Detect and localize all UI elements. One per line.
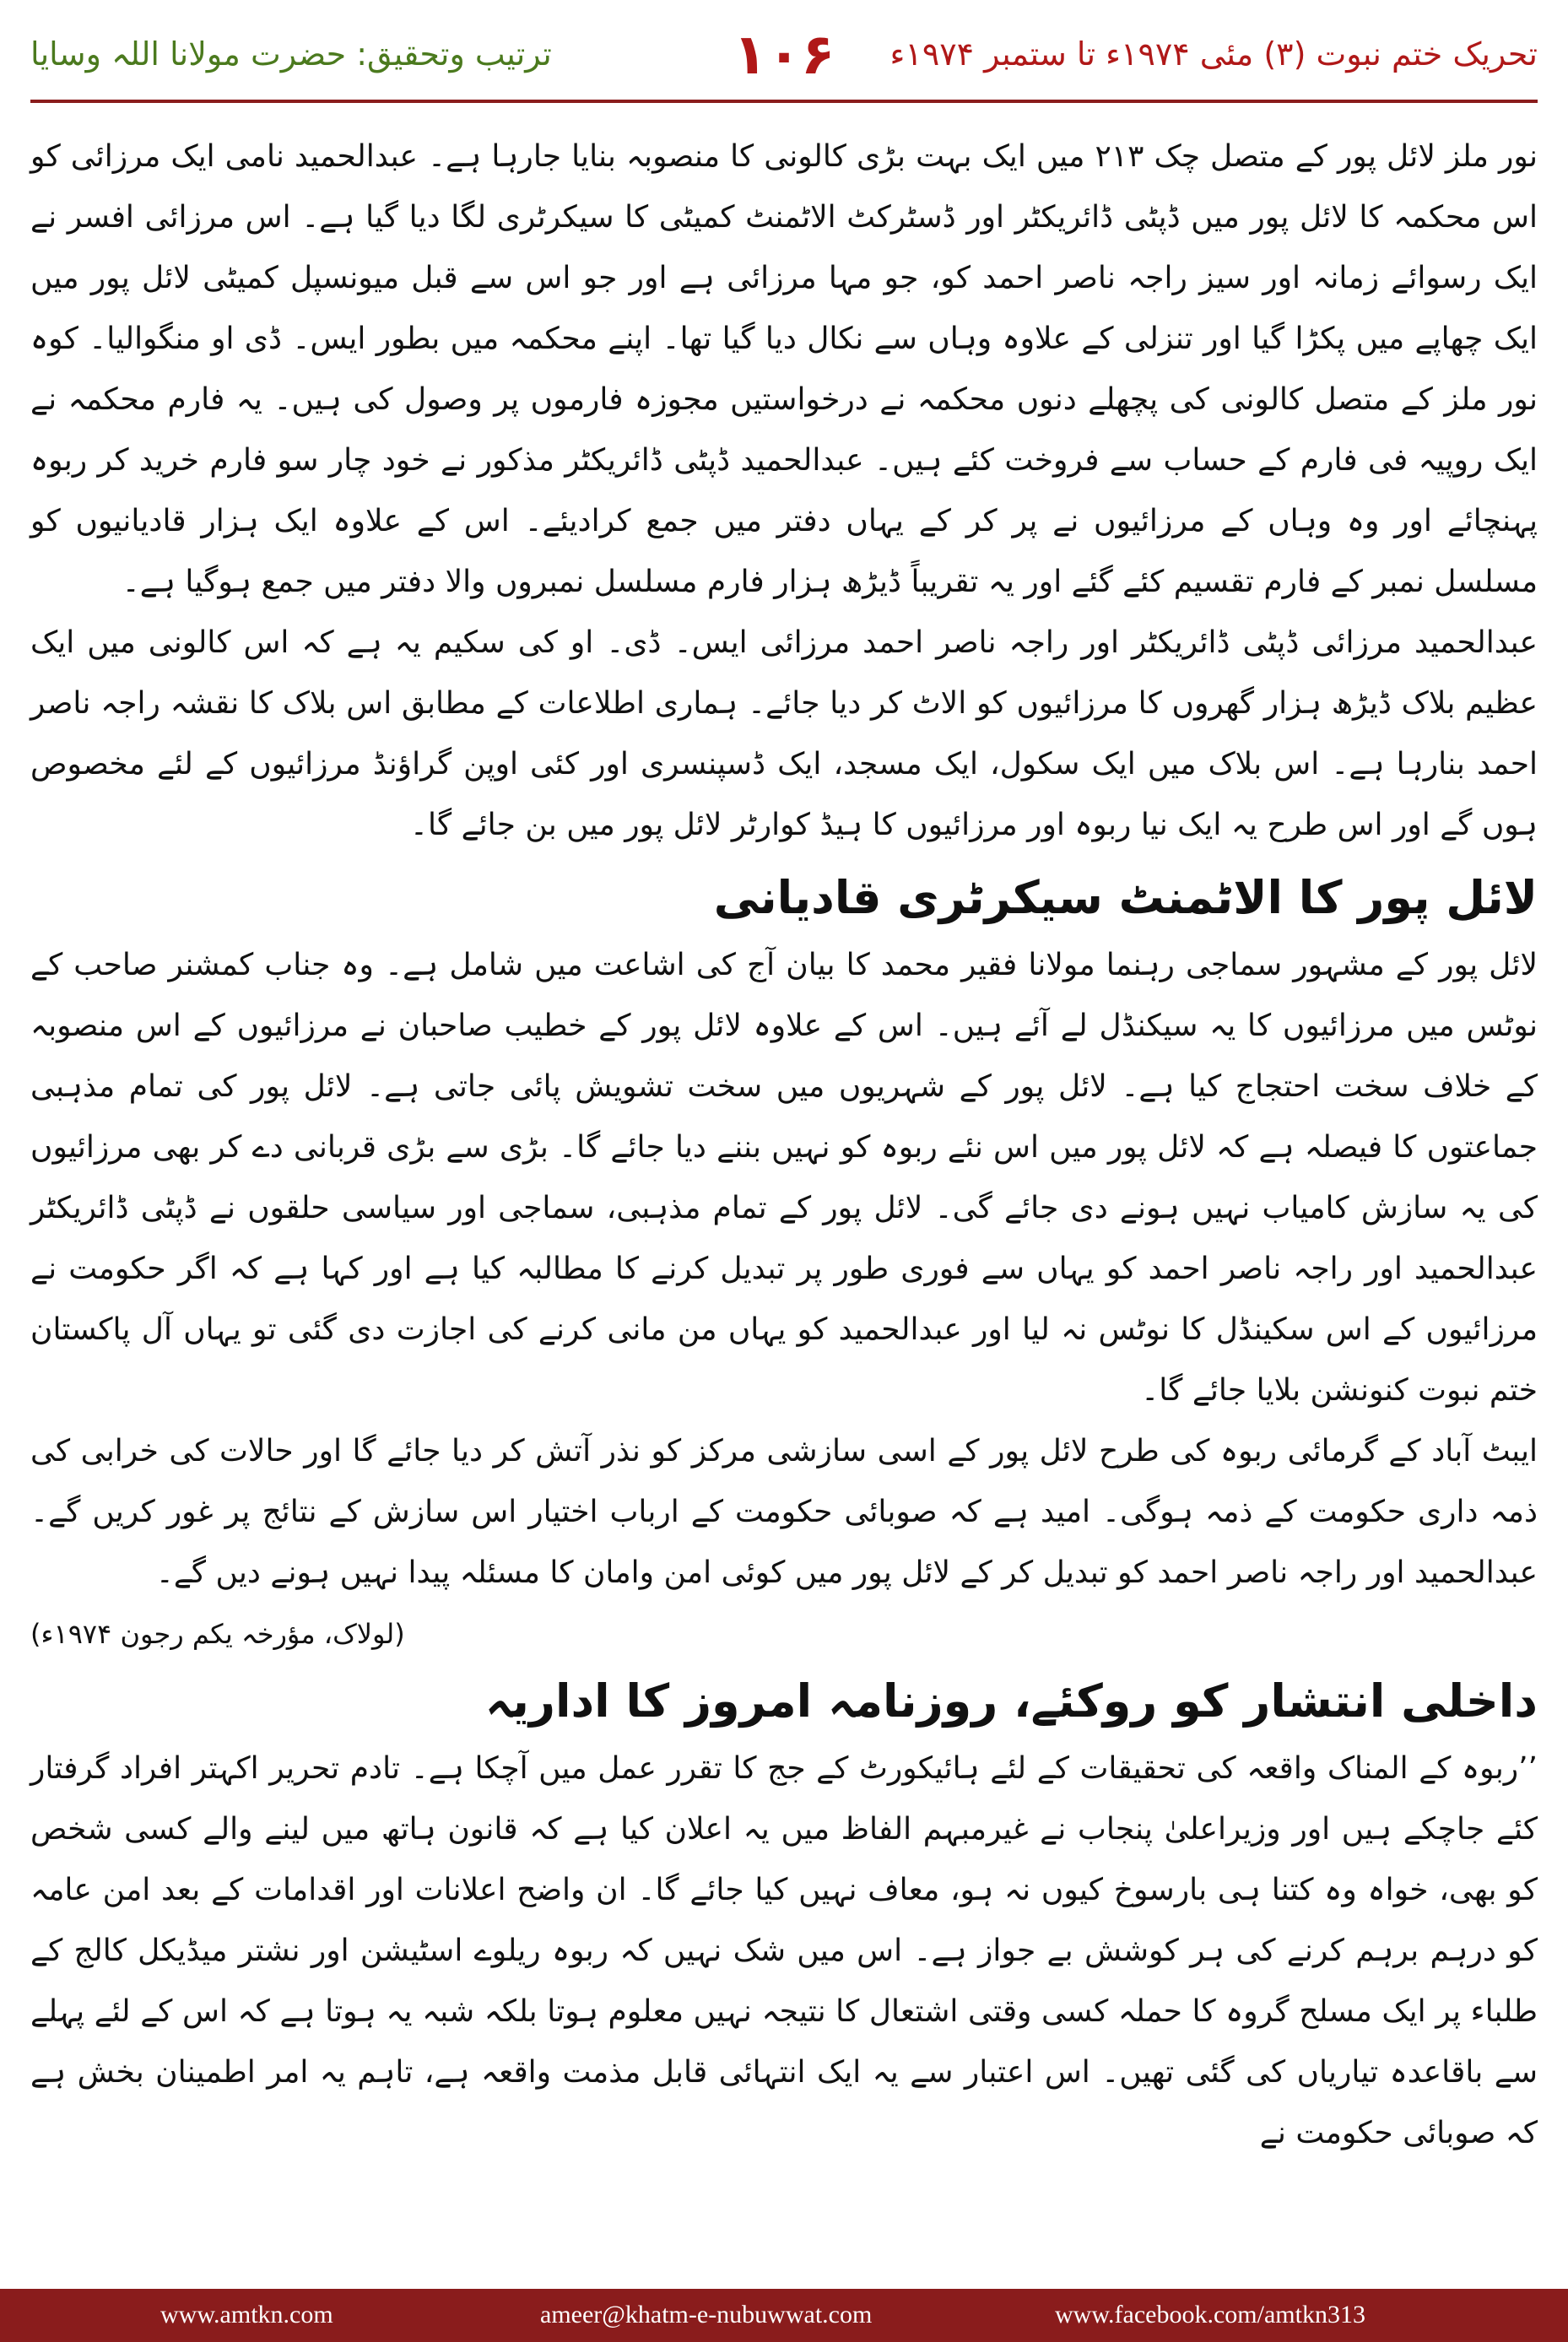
section-heading-allotment-secretary: لائل پور کا الاٹمنٹ سیکرٹری قادیانی [713,871,1538,924]
paragraph-5: ’’ربوہ کے المناک واقعہ کی تحقیقات کے لئے ہائیکورٹ کے جج کا تقرر عمل میں آچکا ہے۔ تادم تحریر اکہتر افراد گرفتار کئے جاچکے ہیں اور وزیراعلیٰ پنجاب نے غیرمبہم الفاظ میں یہ اعلان کیا ہے کہ قانون ہاتھ میں لینے والے کسی شخص کو بھی، خواہ وہ کتنا ہی بارسوخ کیوں نہ ہو، معاف نہیں کیا جائے گا۔ ان واضح اعلانات اور اقدامات کے بعد امن عامہ کو درہم برہم کرنے کی ہر کوشش بے جواز ہے۔ اس میں شک نہیں کہ ربوہ ریلوے اسٹیشن اور نشتر میڈیکل کالج کے طلباء پر ایک مسلح گروہ کا حملہ کسی وقتی اشتعال کا نتیجہ نہیں معلوم ہوتا بلکہ شبہ یہ ہوتا ہے کہ اس کے لئے پہلے سے باقاعدہ تیاریاں کی گئی تھیں۔ اس اعتبار سے یہ ایک انتہائی قابل مذمت واقعہ ہے، تاہم یہ امر اطمینان بخش ہے کہ صوبائی حکومت نے [30,1751,1538,2150]
paragraph-1: نور ملز لائل پور کے متصل چک ۲۱۳ میں ایک بہت بڑی کالونی کا منصوبہ بنایا جارہا ہے۔ عبدالحمید نامی ایک مرزائی کو اس محکمہ کا لائل پور میں ڈپٹی ڈائریکٹر اور ڈسٹرکٹ الاٹمنٹ کمیٹی کا سیکرٹری لگا دیا گیا ہے۔ اس مرزائی افسر نے ایک رسوائے زمانہ اور سیز راجہ ناصر احمد کو، جو مہا مرزائی ہے اور جو اس سے قبل میونسپل کمیٹی لائل پور میں ایک چھاپے میں پکڑا گیا اور تنزلی کے علاوہ وہاں سے نکال دیا گیا تھا۔ اپنے محکمہ میں بطور ایس۔ ڈی او منگوالیا۔ کوہ نور ملز کے متصل کالونی کی پچھلے دنوں محکمہ نے درخواستیں مجوزہ فارموں پر وصول کی ہیں۔ یہ فارم محکمہ نے ایک روپیہ فی فارم کے حساب سے فروخت کئے ہیں۔ عبدالحمید ڈپٹی ڈائریکٹر مذکور نے خود چار سو فارم خرید کر ربوہ پہنچائے اور وہ وہاں کے مرزائیوں نے پر کر کے یہاں دفتر میں جمع کرادیئے۔ اس کے علاوہ ایک ہزار قادیانیوں کو مسلسل نمبر کے فارم تقسیم کئے گئے اور یہ تقریباً ڈیڑھ ہزار فارم مسلسل نمبروں والا دفتر میں جمع ہوگیا ہے۔ [30,139,1538,599]
header-compiler: ترتیب وتحقیق: حضرت مولانا اللہ وسایا [30,35,552,73]
source-citation: (لولاک، مؤرخہ یکم رجون ۱۹۷۴ء) [30,1618,405,1650]
header-divider [30,100,1538,103]
footer-website-link[interactable]: www.amtkn.com [160,2301,333,2328]
page-header [0,0,1568,118]
footer-email-link[interactable]: ameer@khatm-e-nubuwwat.com [540,2301,873,2328]
paragraph-4-text: ایبٹ آباد کے گرمائی ربوہ کی طرح لائل پور کے اسی سازشی مرکز کو نذر آتش کر دیا جائے گا اور حالات کی خرابی کی ذمہ داری حکومت کے ذمہ ہوگی۔ امید ہے کہ صوبائی حکومت کے ارباب اختیار اس سازش کے نتائج پر غور کریں گے۔ عبدالحمید اور راجہ ناصر احمد کو تبدیل کر کے لائل پور میں کوئی امن وامان کا مسئلہ پیدا نہیں ہونے دیں گے۔ [30,1434,1538,1590]
header-book-title: تحریک ختم نبوت (۳) مئی ۱۹۷۴ء تا ستمبر ۱۹۷۴ء [889,35,1538,73]
paragraph-2: عبدالحمید مرزائی ڈپٹی ڈائریکٹر اور راجہ ناصر احمد مرزائی ایس۔ ڈی۔ او کی سکیم یہ ہے کہ اس کالونی میں ایک عظیم بلاک ڈیڑھ ہزار گھروں کا مرزائیوں کو الاٹ کر دیا جائے۔ ہماری اطلاعات کے مطابق اس بلاک کا نقشہ راجہ ناصر احمد بنارہا ہے۔ اس بلاک میں ایک سکول، ایک مسجد، ایک ڈسپنسری اور کئی اوپن گراؤنڈ مرزائیوں کے لئے مخصوص ہوں گے اور اس طرح یہ ایک نیا ربوہ اور مرزائیوں کا ہیڈ کوارٹر لائل پور میں بن جائے گا۔ [30,625,1538,842]
section-heading-editorial: داخلی انتشار کو روکئے، روزنامہ امروز کا اداریہ [484,1674,1538,1728]
page-number: ۱۰۶ [733,22,835,87]
paragraph-4 [30,1421,1538,1650]
page-footer [0,2289,1568,2342]
footer-facebook-link[interactable]: www.facebook.com/amtkn313 [1055,2301,1365,2328]
article-body [30,127,1538,2164]
paragraph-3: لائل پور کے مشہور سماجی رہنما مولانا فقیر محمد کا بیان آج کی اشاعت میں شامل ہے۔ وہ جناب کمشنر صاحب کے نوٹس میں مرزائیوں کا یہ سیکنڈل لے آئے ہیں۔ اس کے علاوہ لائل پور کے خطیب صاحبان نے مرزائیوں کے اس منصوبہ کے خلاف سخت احتجاج کیا ہے۔ لائل پور کے شہریوں میں سخت تشویش پائی جاتی ہے۔ لائل پور کی تمام مذہبی جماعتوں کا فیصلہ ہے کہ لائل پور میں اس نئے ربوہ کو نہیں بننے دیا جائے گا۔ بڑی سے بڑی قربانی دے کر بھی مرزائیوں کی یہ سازش کامیاب نہیں ہونے دی جائے گی۔ لائل پور کے تمام مذہبی، سماجی اور سیاسی حلقوں نے ڈپٹی ڈائریکٹر عبدالحمید اور راجہ ناصر احمد کو یہاں سے فوری طور پر تبدیل کرنے کا مطالبہ کیا ہے اور کہا ہے کہ اگر حکومت نے مرزائیوں کے اس سکینڈل کا نوٹس نہ لیا اور عبدالحمید کو یہاں من مانی کرنے کی اجازت دی گئی تو یہاں آل پاکستان ختم نبوت کنونشن بلایا جائے گا۔ [30,948,1538,1408]
